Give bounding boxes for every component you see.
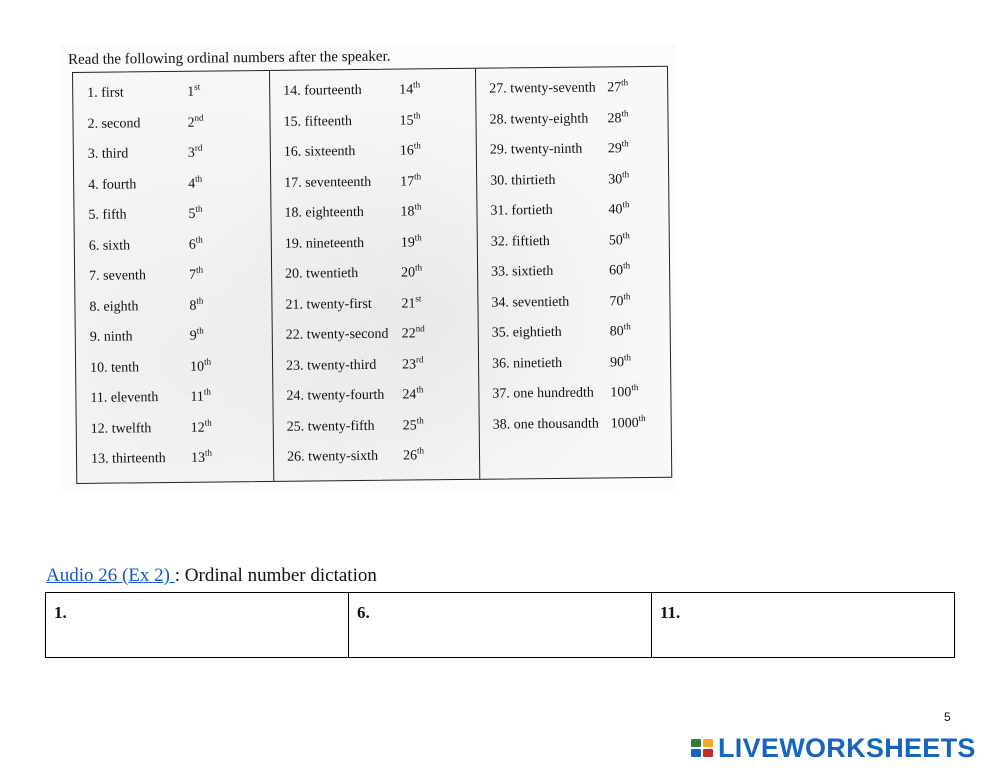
ordinal-suffix: rd <box>194 142 203 153</box>
ordinal-numeral <box>401 228 422 259</box>
ordinal-numeral <box>607 73 628 104</box>
ordinal-column-1 <box>73 71 274 483</box>
ordinal-word: 31. fortieth <box>490 202 553 219</box>
ordinal-word: 3. third <box>87 146 129 162</box>
ordinal-suffix: th <box>195 173 203 184</box>
ordinal-number: 13 <box>190 450 206 466</box>
ordinal-numeral <box>187 78 200 109</box>
ordinal-numeral <box>401 289 421 320</box>
ordinal-word: 27. twenty-seventh <box>489 80 596 97</box>
ordinal-suffix: th <box>623 321 631 332</box>
ordinal-word: 23. twenty-third <box>286 357 377 374</box>
ordinal-row <box>476 195 668 228</box>
scanned-worksheet-image <box>60 44 676 490</box>
ordinal-suffix: th <box>414 231 422 242</box>
ordinal-row <box>74 138 270 171</box>
ordinal-number: 27 <box>607 80 622 96</box>
ordinal-suffix: nd <box>194 112 204 123</box>
ordinal-word: 32. fiftieth <box>490 233 550 250</box>
ordinal-numeral <box>610 378 638 409</box>
ordinal-word: 30. thirtieth <box>490 172 556 189</box>
ordinal-number: 21 <box>401 295 416 312</box>
ordinal-number: 19 <box>400 234 415 251</box>
ordinal-numeral <box>610 317 631 348</box>
ordinal-number: 1 <box>187 84 195 100</box>
ordinal-number: 70 <box>609 293 624 309</box>
ordinal-row <box>478 378 670 411</box>
ordinal-numeral <box>189 261 203 292</box>
ordinal-row <box>73 77 269 110</box>
ordinal-numeral <box>608 195 629 226</box>
ordinal-row <box>73 107 269 140</box>
ordinal-word: 19. nineteenth <box>284 235 365 252</box>
ordinal-number: 60 <box>609 263 624 279</box>
dictation-answer-cell[interactable]: 1. <box>46 593 349 658</box>
ordinal-row <box>76 382 272 415</box>
ordinal-number: 22 <box>401 326 416 342</box>
ordinal-column-3 <box>475 67 671 479</box>
ordinal-number: 4 <box>188 176 196 192</box>
ordinal-number: 11 <box>190 389 204 405</box>
ordinal-number: 5 <box>188 206 196 222</box>
ordinal-numeral <box>188 139 203 170</box>
ordinal-numeral <box>400 136 421 167</box>
ordinal-number: 8 <box>189 298 197 314</box>
ordinal-suffix: th <box>638 412 646 423</box>
ordinal-suffix: th <box>623 290 631 301</box>
dictation-table <box>45 592 955 658</box>
ordinal-word: 38. one thousandth <box>492 416 599 433</box>
ordinal-numeral <box>402 350 424 381</box>
ordinal-number: 100 <box>610 385 632 401</box>
ordinal-row <box>74 199 270 232</box>
ordinal-row <box>272 380 478 413</box>
ordinal-row <box>269 105 475 138</box>
ordinal-row <box>479 408 671 441</box>
ordinal-number: 50 <box>608 232 623 248</box>
ordinal-row <box>272 349 478 382</box>
ordinal-suffix: th <box>413 140 421 151</box>
ordinal-suffix: th <box>623 351 632 362</box>
ordinal-numeral <box>187 108 203 139</box>
ordinal-suffix: th <box>195 234 203 245</box>
ordinal-suffix: th <box>622 229 630 240</box>
ordinal-numeral <box>608 165 629 196</box>
ordinal-word: 34. seventieth <box>491 294 570 311</box>
ordinal-suffix: st <box>415 292 422 303</box>
ordinal-number: 28 <box>607 110 622 126</box>
ordinal-number: 40 <box>608 202 623 218</box>
ordinal-numeral <box>610 348 631 379</box>
ordinal-word: 2. second <box>87 115 141 132</box>
audio-link[interactable]: Audio 26 (Ex 2) <box>46 565 175 586</box>
ordinal-number: 80 <box>609 324 624 340</box>
ordinal-numeral <box>190 383 211 414</box>
ordinal-suffix: th <box>622 168 630 179</box>
ordinal-numbers-table <box>72 66 672 484</box>
ordinal-row <box>76 351 272 384</box>
ordinal-numeral <box>188 169 202 200</box>
ordinal-suffix: th <box>195 203 203 214</box>
ordinal-word: 21. twenty-first <box>285 296 372 313</box>
ordinal-numeral <box>191 413 212 444</box>
ordinal-number: 7 <box>189 267 197 283</box>
ordinal-numeral <box>609 256 630 287</box>
ordinal-row <box>477 256 669 289</box>
ordinal-number: 15 <box>399 112 414 129</box>
ordinal-word: 29. twenty-ninth <box>489 141 583 158</box>
ordinal-row <box>478 317 670 350</box>
ordinal-number: 10 <box>190 359 205 375</box>
ordinal-row <box>77 412 273 445</box>
ordinal-suffix: th <box>621 138 629 149</box>
ordinal-number: 2 <box>187 115 195 131</box>
ordinal-number: 29 <box>607 141 622 157</box>
ordinal-row <box>477 286 669 319</box>
ordinal-row <box>75 290 271 323</box>
ordinal-number: 24 <box>402 387 417 403</box>
ordinal-numeral <box>400 197 421 228</box>
ordinal-number: 1000 <box>610 415 639 431</box>
ordinal-word: 10. tenth <box>90 359 140 376</box>
ordinal-suffix: th <box>621 107 629 118</box>
ordinal-word: 4. fourth <box>88 176 137 193</box>
ordinal-row <box>270 166 476 199</box>
ordinal-row <box>476 134 668 167</box>
ordinal-word: 24. twenty-fourth <box>286 387 385 404</box>
brand <box>690 733 976 763</box>
scan-instruction: Read the following ordinal numbers after the speaker. <box>68 48 391 68</box>
ordinal-number: 23 <box>402 356 417 373</box>
ordinal-number: 90 <box>609 354 625 370</box>
ordinal-row <box>476 164 668 197</box>
ordinal-column-2 <box>269 69 480 481</box>
ordinal-number: 18 <box>400 204 415 220</box>
ordinal-suffix: th <box>416 445 425 456</box>
ordinal-word: 15. fifteenth <box>283 113 353 130</box>
ordinal-row <box>272 319 478 352</box>
ordinal-row <box>270 197 476 230</box>
ordinal-word: 1. first <box>87 85 124 101</box>
ordinal-row <box>477 225 669 258</box>
ordinal-suffix: th <box>622 199 630 210</box>
ordinal-row <box>269 75 475 108</box>
ordinal-suffix: st <box>194 81 201 92</box>
ordinal-numeral <box>399 106 420 137</box>
ordinal-numeral <box>190 322 204 353</box>
ordinal-number: 3 <box>187 145 195 161</box>
ordinal-numeral <box>401 258 422 289</box>
ordinal-row <box>270 136 476 169</box>
ordinal-suffix: th <box>415 262 423 273</box>
ordinal-numeral <box>403 411 424 442</box>
ordinal-word: 28. twenty-eighth <box>489 111 589 128</box>
ordinal-row <box>273 441 479 474</box>
ordinal-row <box>271 288 477 321</box>
ordinal-numeral <box>400 167 421 198</box>
ordinal-numeral <box>188 200 202 231</box>
brand-name: LIVEWORKSHEETS <box>718 732 976 763</box>
ordinal-numeral <box>611 409 646 440</box>
ordinal-suffix: th <box>203 356 212 367</box>
audio-description: : Ordinal number dictation <box>174 565 377 586</box>
ordinal-numeral <box>607 104 628 135</box>
ordinal-suffix: th <box>414 170 422 181</box>
ordinal-word: 5. fifth <box>88 207 127 223</box>
ordinal-numeral <box>402 380 423 411</box>
ordinal-suffix: th <box>196 264 204 275</box>
ordinal-number: 30 <box>608 171 623 187</box>
audio-line <box>46 565 377 587</box>
ordinal-number: 9 <box>189 328 197 344</box>
page-number: 5 <box>944 710 951 724</box>
ordinal-suffix: rd <box>415 353 424 364</box>
ordinal-number: 16 <box>399 143 414 159</box>
ordinal-row <box>273 410 479 443</box>
ordinal-row <box>75 229 271 262</box>
ordinal-row <box>271 227 477 260</box>
ordinal-number: 26 <box>402 448 418 464</box>
ordinal-word: 26. twenty-sixth <box>286 448 379 465</box>
ordinal-word: 16. sixteenth <box>283 144 356 160</box>
ordinal-word: 9. ninth <box>89 329 133 345</box>
ordinal-row <box>77 443 273 476</box>
ordinal-suffix: th <box>416 414 424 425</box>
ordinal-suffix: th <box>631 382 639 393</box>
ordinal-number: 20 <box>401 265 416 281</box>
ordinal-number: 14 <box>399 82 414 98</box>
ordinal-word: 11. eleventh <box>90 390 159 406</box>
ordinal-word: 25. twenty-fifth <box>286 418 375 435</box>
ordinal-row <box>74 168 270 201</box>
ordinal-numeral <box>189 230 203 261</box>
ordinal-word: 20. twentieth <box>285 266 359 282</box>
ordinal-row <box>475 73 667 106</box>
ordinal-word: 33. sixtieth <box>491 263 554 280</box>
ordinal-numeral <box>399 75 420 106</box>
ordinal-word: 18. eighteenth <box>284 204 364 221</box>
ordinal-number: 12 <box>190 420 205 436</box>
ordinal-suffix: th <box>203 386 211 397</box>
ordinal-word: 14. fourteenth <box>283 82 362 99</box>
ordinal-number: 17 <box>400 173 415 190</box>
ordinal-row <box>478 347 670 380</box>
ordinal-suffix: th <box>623 260 631 271</box>
ordinal-word: 17. seventeenth <box>284 174 372 191</box>
ordinal-numeral <box>190 352 211 383</box>
dictation-answer-cell[interactable]: 6. <box>349 593 652 658</box>
ordinal-number: 25 <box>402 417 417 434</box>
ordinal-word: 35. eightieth <box>491 324 562 341</box>
ordinal-suffix: th <box>416 384 424 395</box>
ordinal-word: 8. eighth <box>89 298 139 315</box>
ordinal-numeral <box>189 291 203 322</box>
ordinal-numeral <box>402 319 425 350</box>
ordinal-word: 13. thirteenth <box>90 451 166 467</box>
ordinal-word: 36. ninetieth <box>491 355 563 372</box>
ordinal-numeral <box>608 134 629 165</box>
ordinal-word: 12. twelfth <box>90 420 152 437</box>
ordinal-suffix: th <box>196 325 204 336</box>
ordinal-word: 6. sixth <box>88 237 131 254</box>
ordinal-suffix: th <box>413 109 421 120</box>
dictation-row <box>46 593 955 658</box>
ordinal-suffix: th <box>196 295 204 306</box>
ordinal-row <box>475 103 667 136</box>
ordinal-numeral <box>609 287 630 318</box>
ordinal-suffix: th <box>414 201 422 212</box>
dictation-answer-cell[interactable]: 11. <box>652 593 955 658</box>
ordinal-suffix: th <box>413 79 421 90</box>
ordinal-row <box>75 260 271 293</box>
ordinal-number: 6 <box>188 237 196 253</box>
ordinal-word: 22. twenty-second <box>285 326 389 343</box>
ordinal-numeral <box>191 444 212 475</box>
liveworksheets-logo-icon <box>690 736 714 760</box>
ordinal-word: 37. one hundredth <box>492 385 594 402</box>
ordinal-row <box>271 258 477 291</box>
ordinal-numeral <box>403 441 424 472</box>
ordinal-suffix: th <box>204 417 212 428</box>
ordinal-word: 7. seventh <box>89 268 146 284</box>
ordinal-suffix: th <box>204 447 213 458</box>
ordinal-numeral <box>609 226 630 257</box>
ordinal-suffix: th <box>621 77 629 88</box>
ordinal-row <box>76 321 272 354</box>
ordinal-suffix: nd <box>415 323 425 334</box>
